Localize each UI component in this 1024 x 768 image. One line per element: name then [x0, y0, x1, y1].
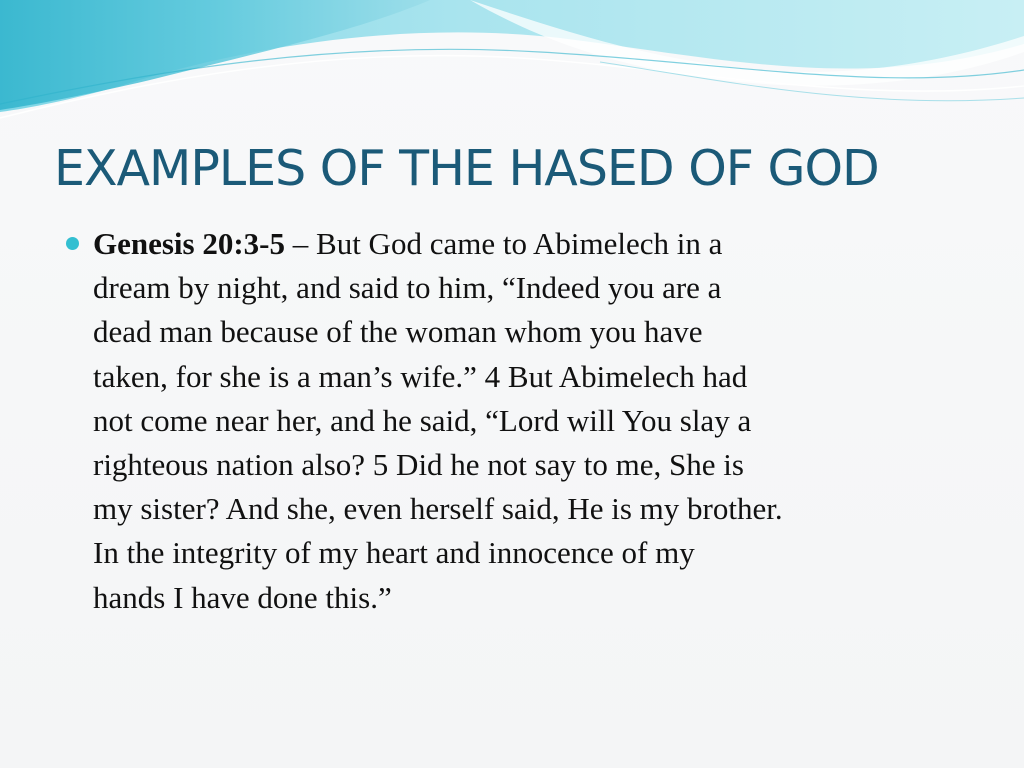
- wave-banner: [0, 0, 1024, 130]
- body-line: In the integrity of my heart and innocence of my: [93, 535, 695, 571]
- body-line: not come near her, and he said, “Lord will You slay a: [93, 402, 752, 438]
- body-line: dead man because of the woman whom you have: [93, 314, 703, 350]
- slide-title: EXAMPLES OF THE HASED OF GOD: [54, 140, 879, 197]
- bullet-item: [66, 222, 966, 620]
- body-line: righteous nation also? 5 Did he not say to me, She is: [93, 447, 744, 483]
- scripture-reference: Genesis 20:3-5: [93, 226, 286, 261]
- bullet-dot-icon: [66, 237, 79, 250]
- body-line: taken, for she is a man’s wife.” 4 But Abimelech had: [93, 358, 748, 394]
- body-line: hands I have done this.”: [93, 579, 392, 615]
- bullet-list: [66, 222, 966, 620]
- body-line: my sister? And she, even herself said, He is my brother.: [93, 491, 783, 527]
- body-line: dream by night, and said to him, “Indeed you are a: [93, 270, 722, 306]
- body-line: – But God came to Abimelech in a: [285, 226, 723, 261]
- wave-front: [0, 0, 430, 110]
